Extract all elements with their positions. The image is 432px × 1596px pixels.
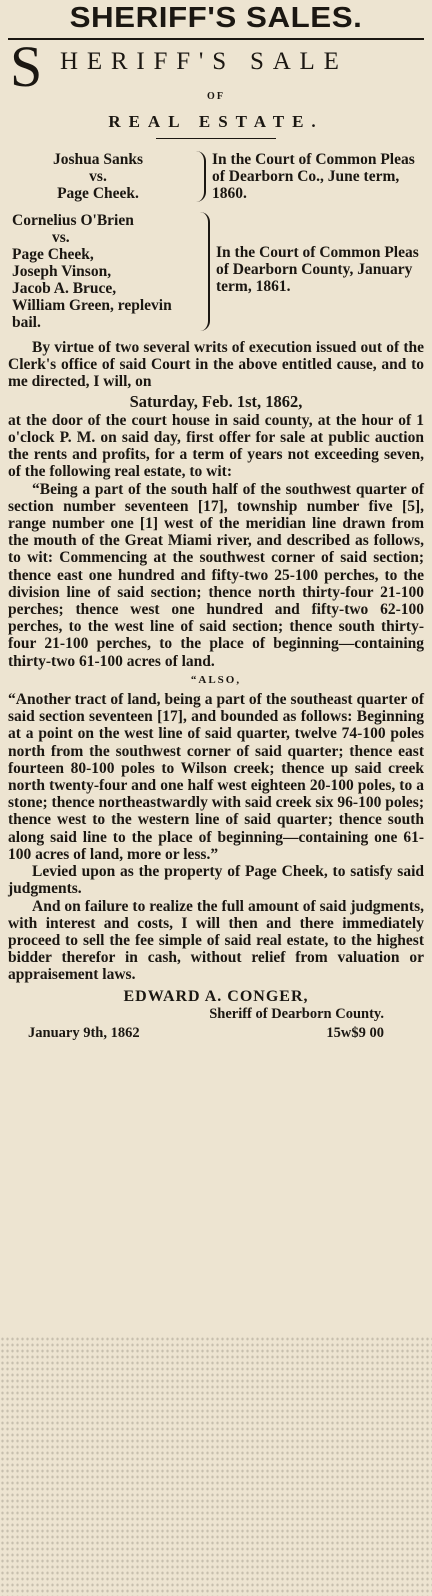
tract-1-description: “Being a part of the south half of the southwest quarter of section number seventeen [17], township number five [5], range number one [1] west of the meridian line drawn from the mouth of the Great Miami river, and described as follows, to wit: Commencing at the southwest corner of said section; thence east one hundred and fifty-two 25-100 perches, to the division line of said section; thence north thirty-four 21-100 perches; thence west one hundred and fifty-two 62-100 perches, to the west line of said section; thence south thirty-four 21-100 perches, to the place of beginning—containing thirty-two 61-100 acres of land.: [8, 480, 424, 670]
also-heading: “ALSO,: [190, 673, 242, 686]
brace: [190, 151, 206, 202]
versus: vs.: [52, 229, 70, 246]
intro-paragraph: By virtue of two several writs of execution issued out of the Clerk's office of said Court in the above entitled cause, and to me directed, I will, on: [8, 339, 424, 391]
case-caption-1: [8, 151, 424, 202]
sale-date: Saturday, Feb. 1st, 1862,: [129, 391, 303, 411]
subject-rule: [156, 138, 276, 139]
case-2-parties: [8, 212, 192, 331]
headline: SHERIFF'S SALES.: [69, 2, 363, 34]
case-caption-2: [8, 212, 424, 331]
failure-paragraph: And on failure to realize the full amount of said judgments, with interest and costs, I will then and there immediately proceed to sell the fee simple of said real estate, to the highest bidder therefor in cash, without relief from valuation or appraisement laws.: [8, 897, 424, 984]
case-1-parties: [8, 151, 188, 202]
case-1-court: In the Court of Common Pleas of Dearborn Co., June term, 1860.: [212, 151, 415, 202]
defendant: Page Cheek.: [57, 185, 139, 202]
headline-rule: [8, 38, 424, 40]
brace: [194, 212, 210, 331]
plaintiff: Cornelius O'Brien: [12, 212, 134, 229]
print-speckle-texture: [0, 1336, 432, 1596]
notice-date: January 9th, 1862: [28, 1024, 140, 1041]
notice-footer: [8, 1025, 424, 1042]
defendant: William Green, replevin bail.: [12, 297, 172, 331]
versus: vs.: [89, 168, 107, 185]
dropcap-letter: S: [10, 34, 43, 99]
defendant: Joseph Vinson,: [12, 263, 112, 280]
sale-terms-paragraph: at the door of the court house in said county, at the hour of 1 o'clock P. M. on said day, first offer for sale at public auction the rents and profits, for a term of years not exceeding seven, of the following real estate, to wit:: [8, 411, 424, 481]
notice-title-of: OF: [207, 91, 225, 102]
notice-title-text: HERIFF'S SALE: [60, 48, 348, 75]
tract-2-description: “Another tract of land, being a part of the southeast quarter of said section seventeen [17], and bounded as follows: Beginning at a point on the west line of said quarter, twelve 74-100 poles north from the southwest corner of said quarter; thence east fourteen 80-100 poles to Wilson creek; thence up said creek north twenty-four and one half west eighteen 20-100 poles, to a stone; thence northeastwardly with said creek six 96-100 poles; thence west to the western line of said quarter; thence south along said line to the place of beginning—containing one 61-100 acres of land, more or less.”: [8, 691, 424, 863]
plaintiff: Joshua Sanks: [52, 151, 144, 168]
case-2-court: In the Court of Common Pleas of Dearborn County, January term, 1861.: [216, 244, 419, 295]
defendant: Jacob A. Bruce,: [12, 280, 117, 297]
defendant: Page Cheek,: [12, 246, 94, 263]
notice-subject: REAL ESTATE.: [108, 112, 324, 131]
notice-code: 15w$9 00: [326, 1024, 384, 1041]
sheriff-name: EDWARD A. CONGER,: [123, 987, 309, 1005]
levied-paragraph: Levied upon as the property of Page Cheek, to satisfy said judgments.: [8, 863, 424, 898]
sheriff-title: Sheriff of Dearborn County.: [209, 1005, 384, 1022]
